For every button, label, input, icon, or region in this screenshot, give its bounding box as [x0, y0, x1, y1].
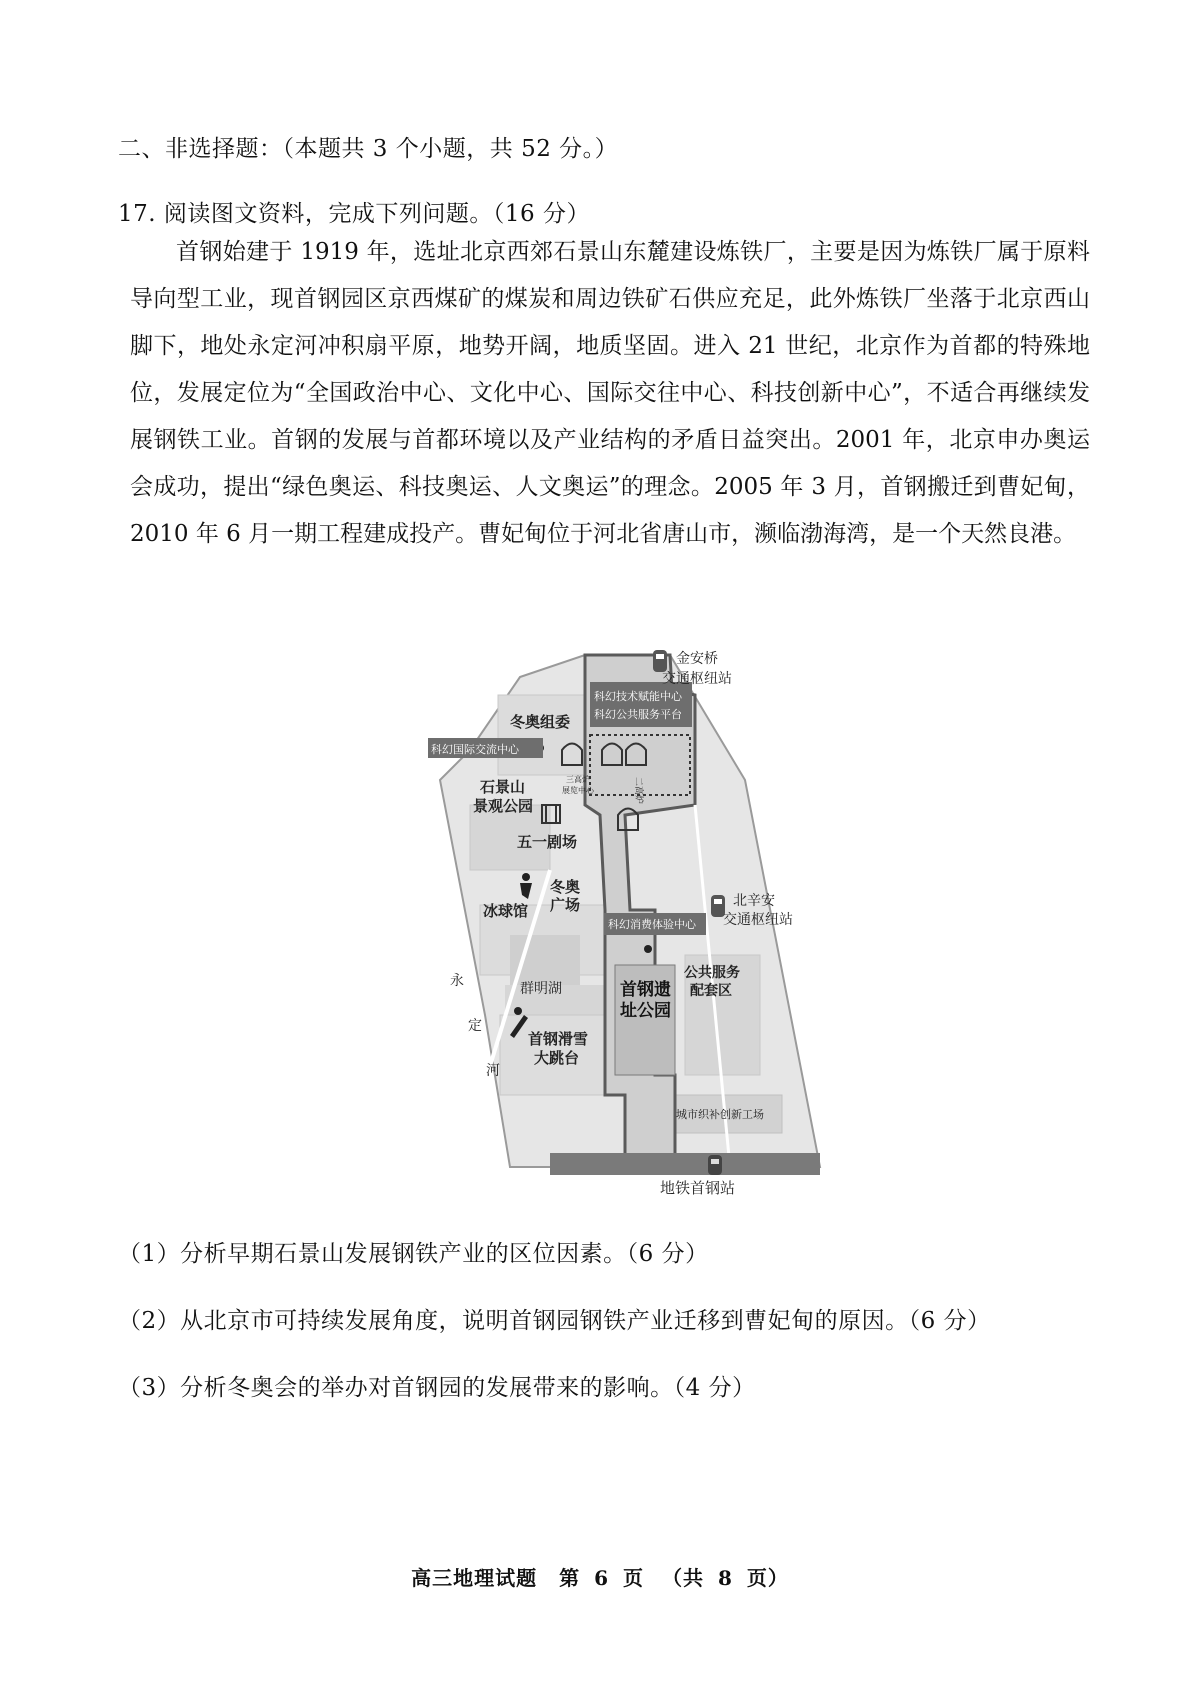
question-passage: 首钢始建于 1919 年，选址北京西郊石景山东麓建设炼铁厂，主要是因为炼铁厂属于原料导向型工业，现首钢园区京西煤矿的煤炭和周边铁矿石供应充足，此外炼铁厂坐落于北京西山脚下，地处永定河冲积扇平原，地势开阔，地质坚固。进入 21 世纪，北京作为首都的特殊地位，发展定位为“全国政治中心、文化中心、国际交往中心、科技创新中心”，不适合再继续发展钢铁工业。首钢的发展与首都环境以及产业结构的矛盾日益突出。2001 年，北京申办奥运会成功，提出“绿色奥运、科技奥运、人文奥运”的理念。2005 年 3 月，首钢搬迁到曹妃甸，2010 年 6 月一期工程建成投产。曹妃甸位于河北省唐山市，濒临渤海湾，是一个天然良港。 — [130, 239, 1090, 547]
metro-line-bar — [550, 1153, 820, 1175]
label-jinanqiao: 金安桥 — [676, 651, 718, 667]
label-kehuan-service-platform: 科幻公共服务平台 — [594, 708, 682, 721]
question-heading: 17. 阅读图文资料，完成下列问题。（16 分） — [118, 201, 590, 227]
shougang-park-map — [431, 651, 840, 1210]
label-dongao-zuwei: 冬奥组委 — [510, 713, 571, 731]
footer-course: 高三地理试题 — [411, 1566, 538, 1590]
footer-total-pages: 8 — [717, 1566, 733, 1590]
label-ski-jump-2: 大跳台 — [534, 1049, 580, 1067]
map-block — [498, 695, 593, 775]
label-wuyi-theater: 五一剧场 — [517, 833, 578, 851]
label-shougang-park-2: 址公园 — [620, 1001, 671, 1021]
footer-page-number: 6 — [594, 1566, 610, 1590]
train-icon — [708, 1155, 722, 1175]
label-landscape-park: 景观公园 — [473, 797, 534, 815]
label-metro-station: 地铁首钢站 — [660, 1179, 736, 1197]
label-ergaolu: 二高炉 — [633, 777, 643, 805]
label-jinanqiao-hub: 交通枢纽站 — [662, 671, 732, 687]
footer-total-suffix: 页） — [746, 1566, 789, 1590]
train-icon — [653, 650, 667, 672]
sub-question-3: （3）分析冬奥会的举办对首钢园的发展带来的影响。（4 分） — [118, 1375, 756, 1401]
label-public-service-2: 配套区 — [690, 983, 732, 999]
location-dot — [644, 945, 652, 953]
section-title: 二、非选择题：（本题共 3 个小题，共 52 分。） — [118, 136, 619, 162]
label-ski-jump: 首钢滑雪 — [528, 1030, 589, 1048]
sub-question-2: （2）从北京市可持续发展角度，说明首钢园钢铁产业迁移到曹妃甸的原因。（6 分） — [118, 1308, 991, 1334]
label-city-workshop: 城市织补创新工场 — [676, 1108, 764, 1121]
footer-page-suffix: 页 — [623, 1566, 644, 1590]
label-kehuan-tech-center: 科幻技术赋能中心 — [594, 690, 682, 703]
label-ice-hall: 冰球馆 — [483, 902, 529, 920]
label-yongding-river-1: 永 — [450, 973, 464, 989]
footer-page-prefix: 第 — [559, 1566, 581, 1590]
sub-question-1: （1）分析早期石景山发展钢铁产业的区位因素。（6 分） — [118, 1241, 709, 1267]
label-shijingshan: 石景山 — [480, 778, 526, 796]
footer-total-prefix: （共 — [661, 1566, 704, 1590]
label-beixinan: 北辛安 — [733, 893, 775, 909]
label-kehuan-intl: 科幻国际交流中心 — [431, 743, 519, 756]
label-dongao-square: 冬奥 — [550, 878, 581, 896]
label-yongding-river-2: 定 — [468, 1018, 482, 1034]
label-shougang-park: 首钢遗 — [620, 980, 671, 1000]
label-kehuan-consumer: 科幻消费体验中心 — [608, 918, 696, 931]
label-sangaolu-exhibition: 展览中心 — [562, 786, 594, 795]
label-dongao-square-2: 广场 — [550, 896, 581, 914]
label-public-service: 公共服务 — [684, 965, 740, 981]
label-sangaolu: 三高炉 — [566, 775, 590, 784]
page-footer — [0, 1562, 1200, 1591]
label-qunming-lake: 群明湖 — [520, 981, 562, 997]
label-yongding-river-3: 河 — [486, 1063, 500, 1079]
label-beixinan-hub: 交通枢纽站 — [723, 912, 793, 928]
